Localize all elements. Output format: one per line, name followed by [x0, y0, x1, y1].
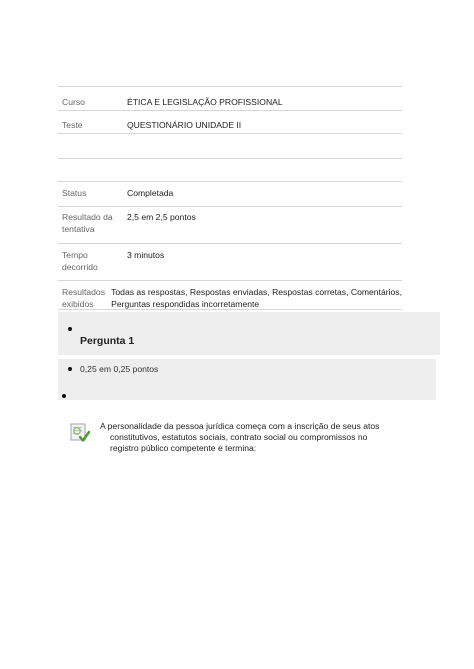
exibidos-label — [58, 286, 111, 309]
resultado-value: 2,5 em 2,5 pontos — [127, 212, 196, 222]
resultado-label-line1: Resultado da — [62, 212, 113, 222]
curso-label: Curso — [62, 97, 85, 107]
question-title-panel — [58, 312, 440, 355]
list-bullet — [68, 327, 72, 331]
teste-value: QUESTIONÁRIO UNIDADE II — [127, 120, 242, 130]
exibidos-value — [111, 286, 402, 309]
summary-row-tempo — [58, 243, 402, 280]
tempo-label-line2: decorrido — [62, 262, 98, 272]
curso-value: ÉTICA E LEGISLAÇÃO PROFISSIONAL — [127, 97, 283, 107]
question-header — [58, 312, 440, 389]
list-bullet — [62, 394, 66, 398]
exibidos-value-line2: Perguntas respondidas incorretamente — [111, 299, 260, 309]
resultado-label-line2: tentativa — [62, 224, 95, 234]
tempo-label-line1: Tempo — [62, 250, 88, 260]
summary-row-empty — [58, 133, 402, 158]
exibidos-label-line2: exibidos — [62, 299, 94, 309]
summary-row-empty — [58, 158, 402, 181]
tempo-value: 3 minutos — [127, 250, 165, 260]
question-text-line: A personalidade da pessoa jurídica começa com a inscrição de seus atos — [100, 421, 380, 431]
summary-row-resultado — [58, 206, 402, 243]
attempt-summary-table — [58, 86, 402, 310]
summary-row-exibidos — [58, 280, 402, 310]
correct-answer-icon — [70, 423, 90, 443]
tempo-label — [58, 249, 127, 280]
question-text — [100, 421, 380, 454]
summary-row-curso — [58, 86, 402, 110]
resultado-label — [58, 211, 127, 243]
question-text-line: registro público competente e termina: — [110, 443, 257, 453]
exibidos-label-line1: Resultados — [62, 287, 105, 297]
question-title: Pergunta 1 — [80, 335, 135, 347]
status-value: Completada — [127, 188, 174, 198]
teste-label: Teste — [62, 120, 83, 130]
question-text-line: constitutivos, estatutos sociais, contrato social ou compromissos no — [110, 432, 368, 442]
exibidos-value-line1: Todas as respostas, Respostas enviadas, Respostas corretas, Comentários, — [111, 287, 402, 297]
status-label: Status — [62, 188, 87, 198]
summary-row-teste — [58, 110, 402, 133]
list-bullet — [68, 367, 72, 371]
question-points: 0,25 em 0,25 pontos — [80, 364, 159, 374]
summary-row-status — [58, 181, 402, 206]
